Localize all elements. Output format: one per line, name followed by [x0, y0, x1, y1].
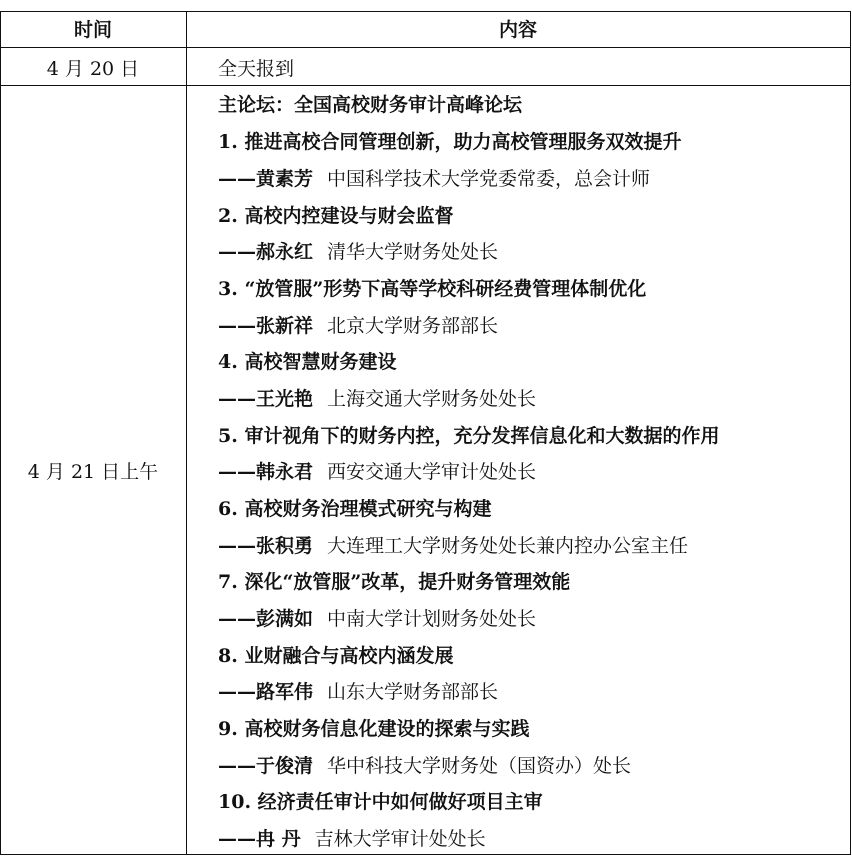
speaker-role: 清华大学财务处处长 [327, 241, 499, 263]
speaker-name: ——王光艳 [218, 388, 314, 410]
speaker-name: ——张新祥 [218, 315, 314, 337]
talk-speaker [218, 240, 498, 264]
talk-speaker [218, 534, 688, 558]
talk-speaker [218, 167, 650, 191]
forum-title: 主论坛：全国高校财务审计高峰论坛 [218, 94, 523, 116]
talk-speaker [218, 607, 536, 631]
speaker-role: 大连理工大学财务处处长兼内控办公室主任 [327, 535, 689, 557]
speaker-role: 上海交通大学财务处处长 [327, 388, 537, 410]
speaker-role: 中南大学计划财务处处长 [327, 608, 537, 630]
speaker-name: ——郝永红 [218, 241, 314, 263]
speaker-role: 吉林大学审计处处长 [314, 828, 486, 850]
talk-title: 3. “放管服”形势下高等学校科研经费管理体制优化 [218, 278, 647, 300]
row1-border [0, 85, 851, 86]
table-left-border [0, 11, 1, 854]
row2-time: 4 月 21 日上午 [27, 461, 159, 483]
talk-title: 10. 经济责任审计中如何做好项目主审 [218, 791, 543, 813]
speaker-name: ——路军伟 [218, 681, 314, 703]
speaker-name: ——冉 丹 [218, 828, 301, 850]
talk-speaker [218, 460, 536, 484]
speaker-name: ——彭满如 [218, 608, 314, 630]
talk-title: 9. 高校财务信息化建设的探索与实践 [218, 718, 530, 740]
talk-title: 4. 高校智慧财务建设 [218, 351, 397, 373]
speaker-role: 北京大学财务部部长 [327, 315, 499, 337]
speaker-role: 西安交通大学审计处处长 [327, 461, 537, 483]
speaker-name: ——张积勇 [218, 535, 314, 557]
row1-content: 全天报到 [218, 58, 295, 80]
talk-speaker [218, 827, 486, 851]
talk-title: 8. 业财融合与高校内涵发展 [218, 645, 454, 667]
talk-title: 2. 高校内控建设与财会监督 [218, 205, 454, 227]
row1-time: 4 月 20 日 [46, 58, 140, 80]
header-row-border [0, 47, 851, 48]
header-content: 内容 [498, 19, 537, 41]
table-top-border [0, 11, 851, 12]
header-time: 时间 [73, 19, 112, 41]
speaker-role: 中国科学技术大学党委常委，总会计师 [327, 168, 651, 190]
talk-title: 1. 推进高校合同管理创新，助力高校管理服务双效提升 [218, 131, 682, 153]
talk-speaker [218, 314, 498, 338]
speaker-name: ——于俊清 [218, 755, 314, 777]
table-bottom-border [0, 854, 851, 855]
talk-speaker [218, 680, 498, 704]
column-divider [186, 11, 187, 854]
speaker-name: ——黄素芳 [218, 168, 314, 190]
speaker-name: ——韩永君 [218, 461, 314, 483]
talk-title: 6. 高校财务治理模式研究与构建 [218, 498, 492, 520]
table-right-border [850, 11, 851, 854]
talk-title: 5. 审计视角下的财务内控，充分发挥信息化和大数据的作用 [218, 425, 720, 447]
speaker-role: 山东大学财务部部长 [327, 681, 499, 703]
talk-speaker [218, 387, 536, 411]
speaker-role: 华中科技大学财务处（国资办）处长 [327, 755, 632, 777]
talk-title: 7. 深化“放管服”改革，提升财务管理效能 [218, 571, 571, 593]
talk-speaker [218, 754, 631, 778]
